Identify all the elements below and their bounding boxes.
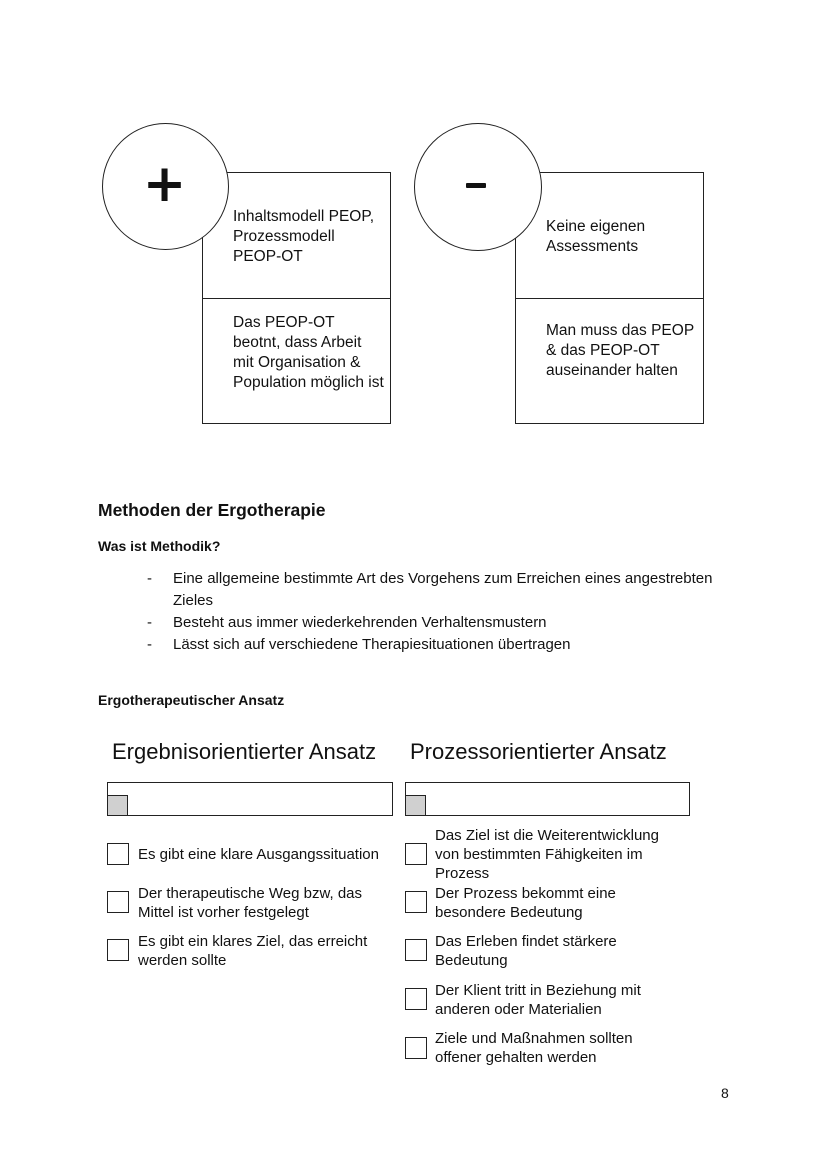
checkbox-results-3[interactable]: [107, 939, 129, 961]
column-title-results: Ergebnisorientierter Ansatz: [112, 739, 377, 764]
cons-box: [515, 172, 704, 424]
section-title: Methoden der Ergotherapie: [98, 500, 326, 520]
checkbox-label: Es gibt ein klares Ziel, das erreicht werden sollte: [138, 933, 368, 969]
bullet-dash: -: [147, 636, 152, 653]
section-subtitle: Was ist Methodik?: [98, 538, 221, 554]
checkbox-label: Der therapeutische Weg bzw, das Mittel ist vorher festgelegt: [138, 885, 363, 921]
checkbox-process-4[interactable]: [405, 988, 427, 1010]
checkbox-label: Das Erleben findet stärkere Bedeutung: [435, 933, 617, 969]
checkbox-results-1[interactable]: [107, 843, 129, 865]
bar-marker: [108, 795, 128, 815]
page-number: 8: [721, 1085, 729, 1101]
checkbox-process-1[interactable]: [405, 843, 427, 865]
checkbox-label: Der Klient tritt in Beziehung mit anderen oder Materialien: [435, 982, 641, 1018]
bullet-text: Besteht aus immer wiederkehrenden Verhaltensmustern: [173, 614, 547, 631]
cons-cell-1: Keine eigenen Assessments: [546, 218, 646, 255]
bullet-text: Lässt sich auf verschiedene Therapiesituationen übertragen: [173, 636, 571, 653]
bullet-text: Eine allgemeine bestimmte Art des Vorgehens zum Erreichen eines angestrebten Zieles: [173, 570, 713, 609]
minus-circle: [414, 123, 542, 251]
checkbox-label: Das Ziel ist die Weiterentwicklung von bestimmten Fähigkeiten im Prozess: [435, 827, 659, 882]
pros-divider: [203, 298, 390, 299]
checkbox-process-2[interactable]: [405, 891, 427, 913]
pros-cell-2: Das PEOP-OT beotnt, dass Arbeit mit Organisation & Population möglich ist: [233, 314, 384, 391]
bullet-item: [147, 568, 737, 612]
column-bar-results: [107, 782, 393, 816]
bullet-item: [147, 612, 737, 634]
column-bar-process: [405, 782, 690, 816]
bullet-dash: -: [147, 614, 152, 631]
column-title-process: Prozessorientierter Ansatz: [410, 739, 667, 764]
plus-icon: +: [142, 153, 187, 214]
cons-cell-2: Man muss das PEOP & das PEOP-OT auseinander halten: [546, 322, 694, 379]
checkbox-label: Ziele und Maßnahmen sollten offener gehalten werden: [435, 1030, 633, 1066]
checkbox-results-2[interactable]: [107, 891, 129, 913]
checkbox-label: Es gibt eine klare Ausgangssituation: [138, 846, 379, 863]
checkbox-process-3[interactable]: [405, 939, 427, 961]
bullet-item: [147, 634, 737, 656]
bullet-list: [147, 568, 737, 656]
pros-box: [202, 172, 391, 424]
cons-divider: [516, 298, 703, 299]
pros-cell-1: Inhaltsmodell PEOP, Prozessmodell PEOP-OT: [233, 208, 375, 265]
checkbox-process-5[interactable]: [405, 1037, 427, 1059]
bar-marker: [406, 795, 426, 815]
plus-circle: [102, 123, 229, 250]
checkbox-label: Der Prozess bekommt eine besondere Bedeutung: [435, 885, 616, 921]
section-subtitle-2: Ergotherapeutischer Ansatz: [98, 692, 285, 708]
bullet-dash: -: [147, 570, 152, 587]
minus-icon: [466, 183, 486, 188]
